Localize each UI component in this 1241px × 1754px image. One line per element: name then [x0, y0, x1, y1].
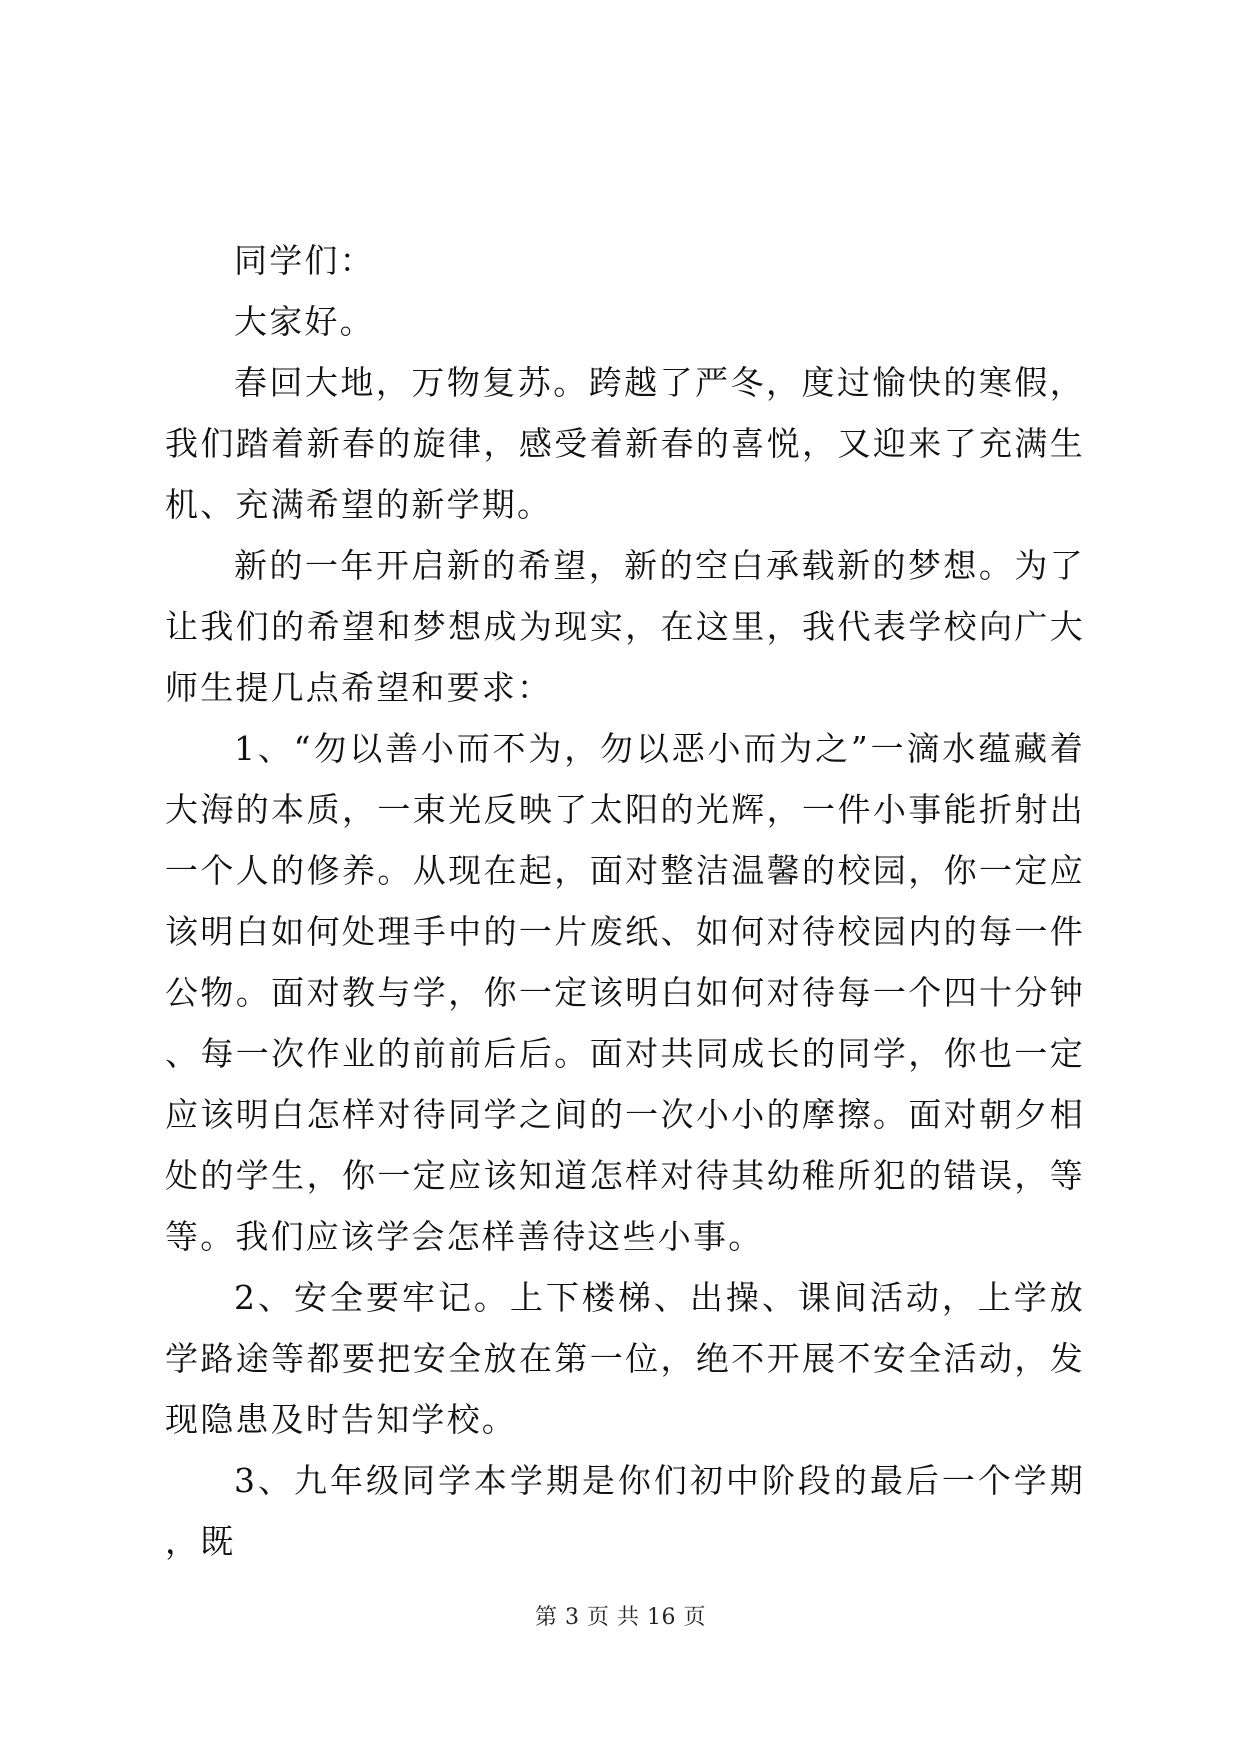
- body-paragraph: 1、“勿以善小而不为，勿以恶小而为之”一滴水蕴藏着大海的本质，一束光反映了太阳的光辉，一件小事能折射出一个人的修养。从现在起，面对整洁温馨的校园，你一定应该明白如何处理手中的一片废纸、如何对待校园内的每一件公物。面对教与学，你一定该明白如何对待每一个四十分钟、每一次作业的前前后后。面对共同成长的同学，你也一定应该明白怎样对待同学之间的一次小小的摩擦。面对朝夕相处的学生，你一定应该知道怎样对待其幼稚所犯的错误，等等。我们应该学会怎样善待这些小事。: [165, 729, 1085, 1256]
- salutation-line: 大家好。: [234, 302, 375, 341]
- page-number-footer: 第 3 页 共 16 页: [535, 1605, 706, 1630]
- greeting-line: 同学们：: [234, 241, 375, 280]
- body-paragraph: 2、安全要牢记。上下楼梯、出操、课间活动，上学放学路途等都要把安全放在第一位，绝不开展不安全活动，发现隐患及时告知学校。: [165, 1278, 1085, 1439]
- body-paragraph: 3、九年级同学本学期是你们初中阶段的最后一个学期，既: [165, 1461, 1085, 1561]
- document-body: [165, 230, 1085, 1572]
- body-paragraph: 春回大地，万物复苏。跨越了严冬，度过愉快的寒假，我们踏着新春的旋律，感受着新春的喜悦，又迎来了充满生机、充满希望的新学期。: [165, 363, 1085, 524]
- body-paragraph: 新的一年开启新的希望，新的空白承载新的梦想。为了让我们的希望和梦想成为现实，在这里，我代表学校向广大师生提几点希望和要求：: [165, 546, 1085, 707]
